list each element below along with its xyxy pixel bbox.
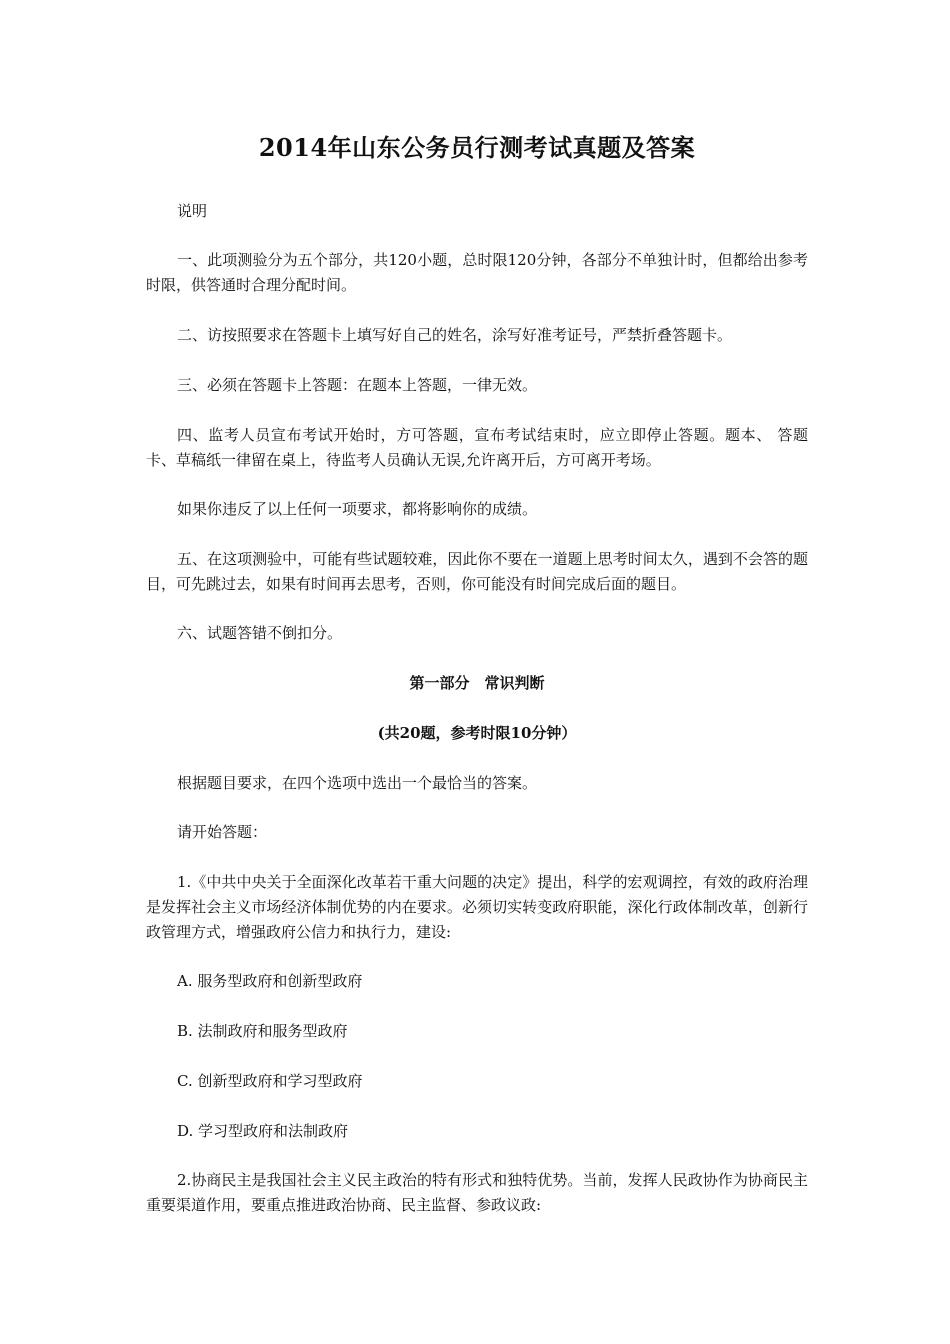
- question-1-option-c: C. 创新型政府和学习型政府: [177, 1072, 363, 1090]
- section-directions: 根据题目要求，在四个选项中选出一个最恰当的答案。: [177, 774, 538, 792]
- question-1-option-b: B. 法制政府和服务型政府: [177, 1022, 348, 1040]
- question-1-option-d: D. 学习型政府和法制政府: [177, 1122, 349, 1140]
- instruction-1: 一、此项测验分为五个部分，共120小题，总时限120分钟，各部分不单独计时，但都给出参考时限，供答通时合理分配时间。: [146, 251, 808, 294]
- instruction-5: 五、在这项测验中，可能有些试题较难，因此你不要在一道题上思考时间太久，遇到不会答的题目，可先跳过去，如果有时间再去思考，否则，你可能没有时间完成后面的题目。: [146, 550, 808, 593]
- question-1-stem: 1.《中共中央关于全面深化改革若干重大问题的决定》提出，科学的宏观调控，有效的政府治理是发挥社会主义市场经济体制优势的内在要求。必须切实转变政府职能，深化行政体制改革，创新行政管理方式，增强政府公信力和执行力，建设:: [146, 873, 808, 941]
- question-2-stem: 2.协商民主是我国社会主义民主政治的特有形式和独特优势。当前，发挥人民政协作为协商民主重要渠道作用，要重点推进政治协商、民主监督、参政议政:: [146, 1171, 808, 1214]
- instruction-2: 二、访按照要求在答题卡上填写好自己的姓名，涂写好准考证号，严禁折叠答题卡。: [177, 326, 733, 344]
- instructions-heading: 说明: [177, 202, 208, 220]
- instruction-6: 六、试题答错不倒扣分。: [177, 624, 343, 642]
- instruction-3: 三、必须在答题卡上答题：在题本上答题，一律无效。: [177, 376, 538, 394]
- instruction-4: 四、监考人员宣布考试开始时，方可答题，宣布考试结束时，应立即停止答题。题本、 答题卡、草稿纸一律留在桌上，待监考人员确认无误,允许离开后，方可离开考场。: [146, 426, 808, 469]
- instruction-warning: 如果你违反了以上任何一项要求，都将影响你的成绩。: [177, 500, 538, 518]
- start-prompt: 请开始答题：: [177, 823, 268, 841]
- question-1-option-a: A. 服务型政府和创新型政府: [177, 972, 363, 990]
- section-subtitle: (共20题，参考时限10分钟）: [377, 724, 577, 742]
- section-title: 第一部分 常识判断: [409, 674, 545, 692]
- document-title: 2014年山东公务员行测考试真题及答案: [258, 133, 696, 162]
